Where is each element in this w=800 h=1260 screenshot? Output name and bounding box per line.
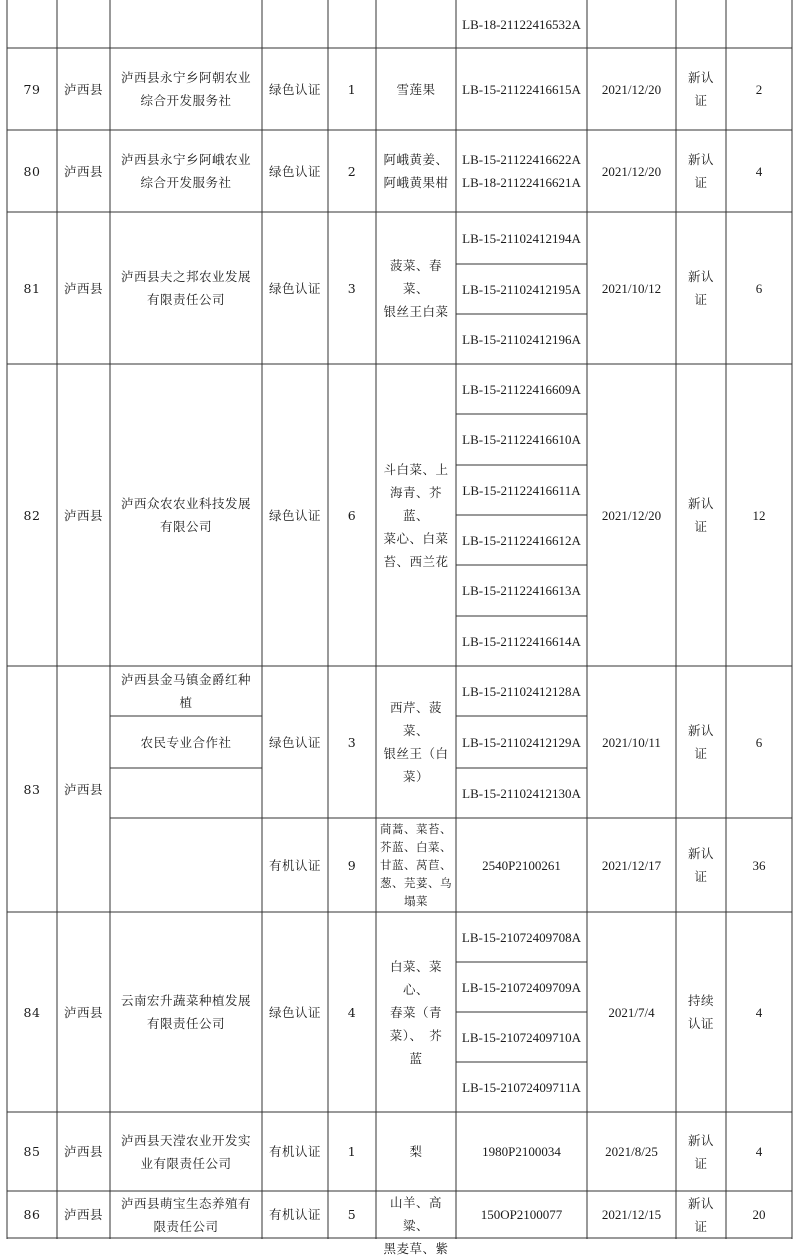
company-cell: 农民专业合作社 bbox=[140, 734, 232, 750]
count-cell: 5 bbox=[347, 1207, 357, 1222]
row-number: 84 bbox=[23, 1004, 41, 1020]
company-cell bbox=[110, 818, 262, 912]
date-cell: 2021/12/20 bbox=[601, 163, 662, 179]
cert-type-cell: 绿色认证 bbox=[268, 280, 321, 296]
company-cell: 云南宏升蔬菜种植发展 有限责任公司 bbox=[120, 993, 251, 1031]
county-cell: 泸西县 bbox=[63, 1004, 103, 1020]
cert-type-cell: 有机认证 bbox=[268, 1207, 321, 1222]
company-cell: 泸西众农农业科技发展 有限公司 bbox=[120, 496, 251, 534]
products-cell: 白菜、菜心、 春菜（青 菜）、 芥 蓝 bbox=[389, 958, 443, 1066]
code-cell: LB-15-21102412196A bbox=[462, 331, 581, 347]
company-cell: 泸西县天滢农业开发实 业有限责任公司 bbox=[120, 1132, 251, 1171]
count-cell: 6 bbox=[347, 507, 357, 523]
row-number: 80 bbox=[23, 163, 41, 179]
count-cell: 3 bbox=[347, 734, 357, 750]
total-cell: 6 bbox=[755, 734, 763, 750]
code-cell: LB-15-21072409709A bbox=[461, 979, 582, 995]
row-number: 82 bbox=[23, 507, 41, 523]
code-cell: LB-15-21072409710A bbox=[461, 1029, 582, 1045]
code-cell: LB-15-21102412130A bbox=[462, 785, 581, 801]
total-cell: 4 bbox=[755, 1144, 763, 1159]
date-cell: 2021/10/11 bbox=[602, 734, 661, 750]
products-cell: 菠菜、春菜、 银丝王白菜 bbox=[383, 257, 449, 319]
products-cell: 山羊、高粱、 黑麦草、紫 bbox=[383, 1195, 449, 1256]
cert-type-cell: 绿色认证 bbox=[268, 507, 321, 523]
date-cell: 2021/10/12 bbox=[601, 280, 662, 296]
cert-type-cell: 绿色认证 bbox=[268, 1004, 321, 1020]
total-cell: 2 bbox=[755, 81, 763, 97]
code-cell: LB-15-21072409711A bbox=[462, 1079, 581, 1095]
code-cell: LB-15-21122416610A bbox=[462, 432, 581, 447]
products-cell: 斗白菜、上 海青、芥蓝、 菜心、白菜 苔、西兰花 bbox=[383, 461, 449, 569]
code-cell: LB-18-21122416532A bbox=[462, 16, 581, 32]
county-cell: 泸西县 bbox=[63, 781, 103, 797]
status-cell: 持续 认证 bbox=[687, 993, 714, 1031]
code-cell: LB-15-21122416614A bbox=[462, 633, 581, 649]
date-cell: 2021/12/17 bbox=[601, 857, 662, 873]
count-cell: 2 bbox=[347, 163, 357, 179]
total-cell: 4 bbox=[755, 1004, 763, 1020]
status-cell: 新认 证 bbox=[687, 1132, 714, 1171]
count-cell: 3 bbox=[347, 280, 357, 296]
county-cell: 泸西县 bbox=[63, 163, 103, 179]
products-cell: 西芹、菠菜、 银丝王（白 菜） bbox=[383, 700, 449, 784]
cert-type-cell: 绿色认证 bbox=[268, 81, 321, 97]
row-number: 83 bbox=[23, 781, 41, 797]
date-cell: 2021/12/20 bbox=[601, 81, 662, 97]
status-cell: 新认 证 bbox=[687, 723, 714, 761]
cert-type-cell: 有机认证 bbox=[268, 1144, 321, 1159]
products-cell: 梨 bbox=[409, 1144, 423, 1159]
code-cell: LB-15-21122416615A bbox=[462, 81, 581, 97]
total-cell: 6 bbox=[755, 280, 763, 296]
company-cell: 泸西县金马镇金爵红种 植 bbox=[120, 672, 251, 710]
row-number: 86 bbox=[23, 1207, 41, 1222]
row-number: 79 bbox=[23, 81, 41, 97]
code-cell: LB-15-21122416622A LB-18-21122416621A bbox=[462, 152, 581, 190]
total-cell: 4 bbox=[755, 163, 763, 179]
code-cell: 2540P2100261 bbox=[482, 857, 561, 873]
code-cell: 1980P2100034 bbox=[482, 1144, 561, 1159]
products-cell: 茼蒿、菜苔、 芥蓝、白菜、 甘蓝、莴苣、 葱、芫荽、乌 塌菜 bbox=[380, 822, 452, 908]
count-cell: 1 bbox=[347, 81, 357, 97]
row-number: 81 bbox=[23, 280, 41, 296]
count-cell: 9 bbox=[347, 857, 357, 873]
status-cell: 新认 证 bbox=[687, 70, 714, 108]
code-cell: LB-15-21102412194A bbox=[462, 230, 581, 246]
county-cell: 泸西县 bbox=[63, 280, 103, 296]
code-cell: LB-15-21122416612A bbox=[462, 532, 581, 548]
date-cell: 2021/7/4 bbox=[608, 1004, 655, 1020]
county-cell: 泸西县 bbox=[63, 1207, 103, 1222]
status-cell: 新认 证 bbox=[687, 269, 714, 307]
status-cell: 新认 证 bbox=[687, 152, 714, 190]
status-cell: 新认 证 bbox=[687, 496, 714, 534]
company-cell: 泸西县夫之邦农业发展 有限责任公司 bbox=[120, 269, 251, 307]
code-cell: LB-15-21122416613A bbox=[462, 583, 581, 598]
date-cell: 2021/12/15 bbox=[601, 1207, 662, 1222]
count-cell: 4 bbox=[347, 1004, 357, 1020]
code-cell: LB-15-21102412129A bbox=[462, 734, 581, 750]
county-cell: 泸西县 bbox=[63, 81, 103, 97]
status-cell: 新认 证 bbox=[687, 1195, 714, 1234]
code-cell: LB-15-21072409708A bbox=[461, 929, 582, 945]
cert-type-cell: 绿色认证 bbox=[268, 163, 321, 179]
company-cell: 泸西县永宁乡阿朝农业 综合开发服务社 bbox=[120, 70, 251, 108]
company-cell: 泸西县萌宝生态养殖有 限责任公司 bbox=[120, 1195, 251, 1234]
county-cell: 泸西县 bbox=[63, 507, 103, 523]
company-cell bbox=[110, 768, 262, 818]
status-cell: 新认 证 bbox=[687, 846, 714, 884]
code-cell: LB-15-21102412128A bbox=[462, 683, 581, 699]
total-cell: 20 bbox=[752, 1207, 766, 1222]
total-cell: 36 bbox=[752, 857, 766, 873]
row-number: 85 bbox=[23, 1144, 41, 1159]
company-cell: 泸西县永宁乡阿峨农业 综合开发服务社 bbox=[120, 152, 251, 190]
total-cell: 12 bbox=[752, 507, 766, 523]
code-cell: LB-15-21122416611A bbox=[462, 482, 581, 498]
products-cell: 雪莲果 bbox=[396, 81, 436, 97]
code-cell: 150OP2100077 bbox=[480, 1207, 563, 1222]
cert-type-cell: 绿色认证 bbox=[268, 734, 321, 750]
count-cell: 1 bbox=[347, 1144, 357, 1159]
date-cell: 2021/8/25 bbox=[605, 1144, 658, 1159]
code-cell: LB-15-21122416609A bbox=[462, 381, 581, 397]
date-cell: 2021/12/20 bbox=[601, 507, 662, 523]
products-cell: 阿峨黄姜、 阿峨黄果柑 bbox=[383, 152, 449, 190]
cert-type-cell: 有机认证 bbox=[268, 857, 321, 873]
code-cell: LB-15-21102412195A bbox=[462, 281, 581, 297]
county-cell: 泸西县 bbox=[63, 1144, 103, 1159]
